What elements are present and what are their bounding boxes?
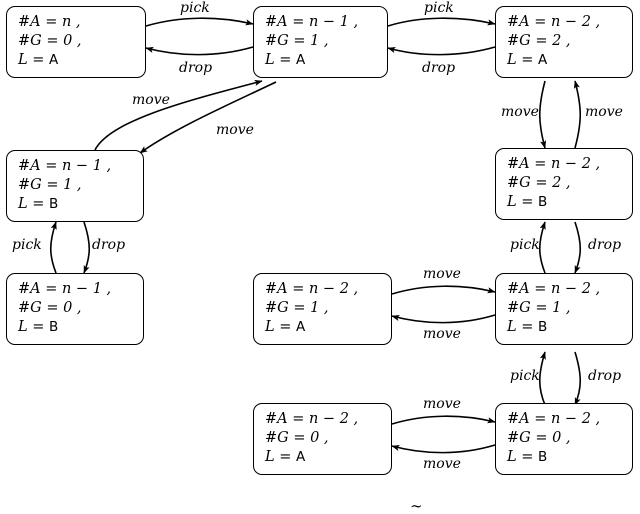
node-line-g: #G = 1 , [507, 300, 571, 317]
edge-label-drop: drop [422, 60, 456, 76]
node-line-l-value: A [296, 319, 306, 336]
node-line-l-value: B [49, 196, 59, 213]
edge-label-pick: pick [180, 0, 210, 16]
node-line-l [265, 448, 382, 467]
node-line-l-value: A [296, 449, 306, 466]
edge-label-drop: drop [588, 237, 622, 253]
state-node[interactable] [253, 273, 392, 345]
node-line-g: #G = 1 , [265, 33, 329, 50]
node-line-l-prefix: L = [507, 449, 538, 466]
state-node[interactable] [495, 148, 633, 220]
node-line-g: #G = 0 , [507, 430, 571, 447]
state-node[interactable] [253, 403, 392, 475]
state-node[interactable] [495, 403, 633, 475]
node-line-a: #A = n − 2 , [507, 281, 601, 297]
node-line-l-prefix: L = [507, 319, 538, 336]
node-line-l-prefix: L = [265, 449, 296, 466]
node-line-l [507, 318, 623, 337]
node-line-a: #A = n − 1 , [265, 14, 359, 30]
node-line-l [507, 193, 623, 212]
node-line-g: #G = 1 , [265, 300, 329, 317]
edge-label-move: move [423, 266, 461, 282]
state-node[interactable] [6, 6, 146, 78]
edge-label-move: move [423, 326, 461, 342]
node-line-g: #G = 2 , [507, 175, 571, 192]
node-line-l-prefix: L = [507, 52, 538, 69]
node-line-l [507, 51, 623, 70]
node-line-l-prefix: L = [18, 52, 49, 69]
edge-label-drop: drop [588, 368, 622, 384]
edge-label-pick: pick [510, 368, 540, 384]
node-line-a: #A = n , [18, 14, 81, 30]
node-line-l-prefix: L = [265, 52, 296, 69]
node-line-a: #A = n − 1 , [18, 158, 112, 174]
caption-tilde: ∼ [410, 497, 423, 514]
node-line-l-value: A [538, 52, 548, 69]
edge-label-pick: pick [510, 237, 540, 253]
node-line-l-prefix: L = [18, 196, 49, 213]
node-line-l-prefix: L = [18, 319, 49, 336]
edge-label-pick: pick [424, 0, 454, 16]
state-node[interactable] [495, 273, 633, 345]
node-line-a: #A = n − 2 , [507, 411, 601, 427]
node-line-a: #A = n − 1 , [18, 281, 112, 297]
node-line-l-value: A [296, 52, 306, 69]
edge-label-drop: drop [92, 237, 126, 253]
node-line-a: #A = n − 2 , [265, 411, 359, 427]
node-line-l [265, 51, 378, 70]
edge-label-move: move [216, 122, 254, 138]
node-line-g: #G = 0 , [18, 33, 82, 50]
node-line-g: #G = 2 , [507, 33, 571, 50]
state-node[interactable] [495, 6, 633, 78]
node-line-l [507, 448, 623, 467]
edge-label-move: move [585, 104, 623, 120]
node-line-l [18, 318, 134, 337]
node-line-a: #A = n − 2 , [265, 281, 359, 297]
node-line-l-prefix: L = [507, 194, 538, 211]
edge-label-move: move [423, 456, 461, 472]
node-line-l [265, 318, 382, 337]
node-line-l-value: B [538, 194, 548, 211]
state-node[interactable] [253, 6, 388, 78]
edge-label-move: move [132, 92, 170, 108]
node-line-g: #G = 1 , [18, 177, 82, 194]
node-line-l-value: B [538, 319, 548, 336]
node-line-a: #A = n − 2 , [507, 156, 601, 172]
node-line-l-value: B [49, 319, 59, 336]
state-node[interactable] [6, 150, 144, 222]
edge-label-move: move [501, 104, 539, 120]
node-line-a: #A = n − 2 , [507, 14, 601, 30]
state-node[interactable] [6, 273, 144, 345]
node-line-l-prefix: L = [265, 319, 296, 336]
node-line-l-value: B [538, 449, 548, 466]
edge-label-pick: pick [12, 237, 42, 253]
edge-label-drop: drop [179, 60, 213, 76]
edge-label-move: move [423, 396, 461, 412]
node-line-g: #G = 0 , [265, 430, 329, 447]
node-line-l-value: A [49, 52, 59, 69]
node-line-l [18, 51, 136, 70]
node-line-g: #G = 0 , [18, 300, 82, 317]
node-line-l [18, 195, 134, 214]
